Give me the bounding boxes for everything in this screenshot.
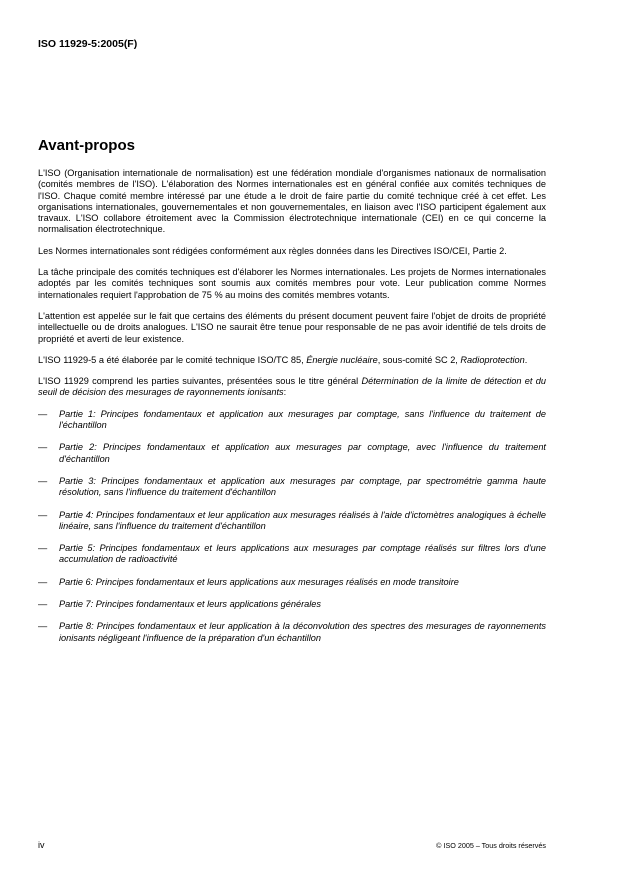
- parts-intro-text: L'ISO 11929 comprend les parties suivantes, présentées sous le titre général: [38, 376, 362, 387]
- paragraph-technical-committees: La tâche principale des comités techniques est d'élaborer les Normes internationales. Les projets de Normes internationales adoptés par les comités techniques sont soumis aux comités membres pour vote. Leur publication comme Normes internationales requiert l'approbation de 75 % au moins des comités membres votants.: [38, 267, 546, 300]
- dash-bullet: —: [38, 475, 48, 486]
- committee-name: Énergie nucléaire: [306, 354, 378, 365]
- list-item: [38, 577, 546, 588]
- prepared-by-text: L'ISO 11929-5 a été élaborée par le comité technique ISO/TC 85,: [38, 354, 307, 365]
- general-title: Détermination de la limite de détection et du seuil de décision des mesurages de rayonnements ionisants: [38, 376, 546, 398]
- part-title: Partie 8: Principes fondamentaux et leur application à la déconvolution des spectres des mesurages de rayonnements ionisants négligeant l'influence de la préparation d'un échantillon: [59, 621, 546, 643]
- list-item: [38, 409, 546, 432]
- prepared-by-end: .: [524, 354, 528, 365]
- part-title: Partie 4: Principes fondamentaux et leur application aux mesurages réalisés à l'aide d'ictomètres analogiques à échelle linéaire, sans l'influence du traitement d'échantillon: [59, 509, 546, 531]
- list-item: [38, 621, 546, 644]
- copyright-notice: © ISO 2005 – Tous droits réservés: [436, 841, 546, 850]
- list-item: [38, 476, 546, 499]
- part-title: Partie 7: Principes fondamentaux et leurs applications générales: [59, 599, 321, 610]
- paragraph-prepared-by: [38, 355, 546, 366]
- paragraph-directives: Les Normes internationales sont rédigées conformément aux règles données dans les Directives ISO/CEI, Partie 2.: [38, 245, 507, 256]
- dash-bullet: —: [38, 621, 48, 632]
- dash-bullet: —: [38, 509, 48, 520]
- page-title: Avant-propos: [38, 137, 135, 154]
- list-item: [38, 510, 546, 533]
- paragraph-patent-rights: L'attention est appelée sur le fait que certains des éléments du présent document peuvent faire l'objet de droits de propriété intellectuelle ou de droits analogues. L'ISO ne saurait être tenue pour responsable de ne pas avoir identifié de tels droits de propriété et averti de leur existence.: [38, 310, 546, 344]
- part-title: Partie 1: Principes fondamentaux et application aux mesurages par comptage, sans l'influence du traitement de l'échantillon: [59, 408, 546, 431]
- list-item: [38, 442, 546, 465]
- document-id: ISO 11929-5:2005(F): [38, 38, 138, 50]
- foreword-body: [38, 168, 546, 655]
- list-item: [38, 543, 546, 566]
- part-title: Partie 3: Principes fondamentaux et application aux mesurages par comptage, par spectrométrie gamma haute résolution, sans l'influence du traitement d'échantillon: [59, 475, 546, 498]
- dash-bullet: —: [38, 576, 48, 587]
- part-title: Partie 5: Principes fondamentaux et leurs applications aux mesurages par comptage réalisés sur filtres lors d'une accumulation de radioactivité: [59, 543, 546, 565]
- page-number: iv: [38, 840, 45, 850]
- list-item: [38, 599, 546, 610]
- part-title: Partie 6: Principes fondamentaux et leurs applications aux mesurages réalisés en mode transitoire: [59, 576, 459, 587]
- prepared-by-text-2: , sous-comité SC 2,: [377, 354, 461, 365]
- parts-list: [38, 409, 546, 644]
- paragraph-parts-intro: [38, 376, 546, 399]
- dash-bullet: —: [38, 599, 48, 610]
- dash-bullet: —: [38, 543, 48, 554]
- subcommittee-name: Radioprotection: [460, 354, 525, 365]
- dash-bullet: —: [38, 442, 48, 453]
- parts-intro-end: :: [283, 387, 287, 398]
- dash-bullet: —: [38, 408, 48, 419]
- paragraph-iso-organisation: L'ISO (Organisation internationale de normalisation) est une fédération mondiale d'organismes nationaux de normalisation (comités membres de l'ISO). L'élaboration des Normes internationales est en général confiée aux comités techniques de l'ISO. Chaque comité membre intéressé par une étude a le droit de faire partie du comité technique créé à cet effet. Les organisations internationales, gouvernementales et non gouvernementales, en liaison avec l'ISO participent également aux travaux. L'ISO collabore étroitement avec la Commission électrotechnique internationale (CEI) en ce qui concerne la normalisation électrotechnique.: [38, 168, 546, 235]
- part-title: Partie 2: Principes fondamentaux et application aux mesurages par comptage, avec l'influence du traitement d'échantillon: [59, 442, 546, 464]
